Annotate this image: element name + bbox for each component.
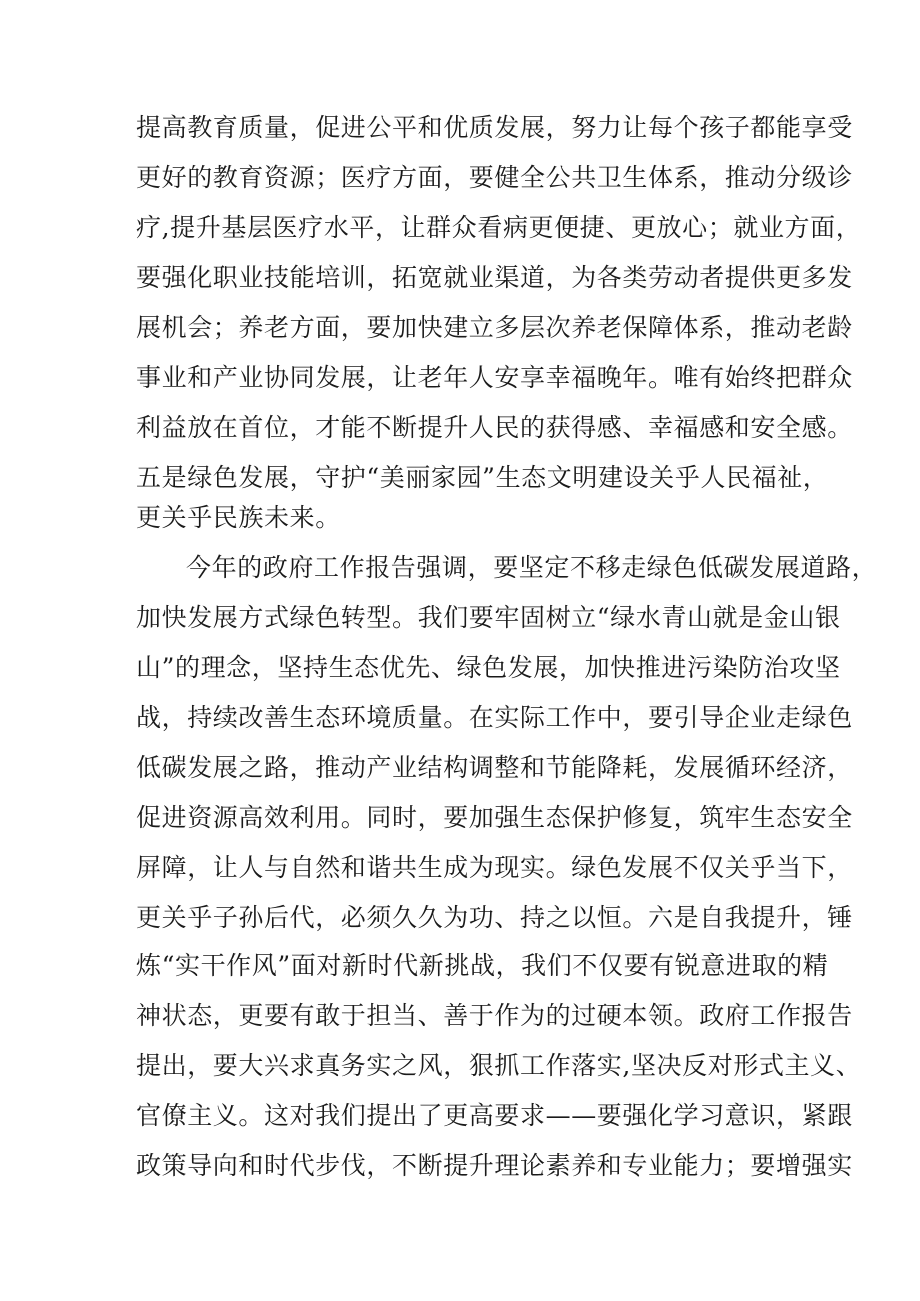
text-line: 政策导向和时代步伐，不断提升理论素养和专业能力；要增强实: [136, 1151, 853, 1180]
text-line: 战，持续改善生态环境质量。在实际工作中，要引导企业走绿色: [136, 703, 853, 732]
text-line: 促进资源高效利用。同时，要加强生态保护修复，筑牢生态安全: [136, 803, 853, 832]
paragraph-first-line: 今年的政府工作报告强调，要坚定不移走绿色低碳发展道路，: [186, 553, 878, 582]
text-line: 更关乎民族未来。: [136, 503, 341, 532]
text-line: 更关乎子孙后代，必须久久为功、持之以恒。六是自我提升，锤: [136, 903, 853, 932]
text-line: 利益放在首位，才能不断提升人民的获得感、幸福感和安全感。: [136, 413, 853, 442]
text-line: 加快发展方式绿色转型。我们要牢固树立“绿水青山就是金山银: [136, 603, 841, 632]
text-line: 事业和产业协同发展，让老年人安享幸福晚年。唯有始终把群众: [136, 363, 853, 392]
text-line: 提高教育质量，促进公平和优质发展，努力让每个孩子都能享受: [136, 113, 853, 142]
text-line: 低碳发展之路，推动产业结构调整和节能降耗，发展循环经济，: [136, 753, 853, 782]
text-line: 神状态，更要有敢于担当、善于作为的过硬本领。政府工作报告: [136, 1001, 853, 1030]
text-line: 更好的教育资源；医疗方面，要健全公共卫生体系，推动分级诊: [136, 163, 853, 192]
text-line: 炼“实干作风”面对新时代新挑战，我们不仅要有锐意进取的精: [136, 951, 829, 980]
text-line: 山”的理念，坚持生态优先、绿色发展，加快推进污染防治攻坚: [136, 653, 841, 682]
text-line: 疗,提升基层医疗水平，让群众看病更便捷、更放心；就业方面，: [136, 213, 862, 242]
text-line: 五是绿色发展，守护“美丽家园”生态文明建设关乎人民福祉，: [136, 463, 829, 492]
text-line: 屏障，让人与自然和谐共生成为现实。绿色发展不仅关乎当下，: [136, 853, 853, 882]
text-line: 要强化职业技能培训，拓宽就业渠道，为各类劳动者提供更多发: [136, 263, 853, 292]
text-line: 展机会；养老方面，要加快建立多层次养老保障体系，推动老龄: [136, 313, 853, 342]
text-line: 提出，要大兴求真务实之风，狠抓工作落实,坚决反对形式主义、: [136, 1051, 862, 1080]
text-line: 官僚主义。这对我们提出了更高要求——要强化学习意识，紧跟: [136, 1101, 853, 1130]
